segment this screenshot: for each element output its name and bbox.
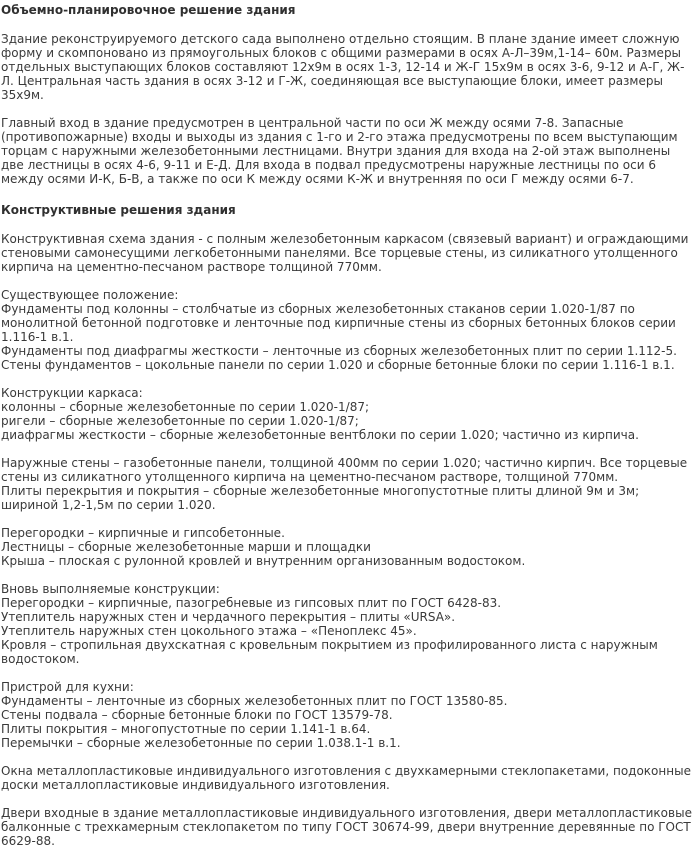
existing-conditions-title: Существующее положение: (1, 288, 179, 302)
walls-block (1, 456, 696, 512)
paragraph-windows: Окна металлопластиковые индивидуального изготовления с двухкамерными стеклопакетами, подоконные доски металлопластиковые индивидуального изготовления. (1, 764, 691, 792)
new-constructions-block (1, 582, 696, 666)
paragraph-doors: Двери входные в здание металлопластиковые индивидуального изготовления, двери металлопластиковые балконные с трехкамерным стеклопакетом по типу ГОСТ 30674-99, двери внутренние деревянные по ГОСТ 6629-88. (1, 806, 692, 848)
frame-structures-block (1, 386, 696, 442)
frame-line: колонны – сборные железобетонные по серии 1.020-1/87; (1, 400, 370, 414)
walls-line: Наружные стены – газобетонные панели, толщиной 400мм по серии 1.020; частично кирпич. Все торцевые стены из силикатного утолщенного кирпича на цементно-песчаном растворе, толщиной 770мм. (1, 456, 688, 484)
section-heading-planning: Объемно-планировочное решение здания (1, 3, 296, 17)
frame-line: диафрагмы жесткости – сборные железобетонные вентблоки по серии 1.020; частично из кирпича. (1, 428, 639, 442)
existing-line: Стены фундаментов – цокольные панели по серии 1.020 и сборные бетонные блоки по серии 1.116-1 в.1. (1, 358, 675, 372)
kitchen-annex-title: Пристрой для кухни: (1, 680, 134, 694)
slabs-line: Плиты перекрытия и покрытия – сборные железобетонные многопустотные плиты длиной 9м и 3м; шириной 1,2-1,5м по серии 1.020. (1, 484, 640, 512)
kitchen-annex-block (1, 680, 696, 750)
paragraph-structural-scheme: Конструктивная схема здания - с полным железобетонным каркасом (связевый вариант) и ограждающими стеновыми самонесущими легкобетонными панелями. Все торцевые стены, из силикатного утолщенного кирпича на цементно-песчаном растворе толщиной 770мм. (1, 232, 689, 274)
new-constructions-line: Кровля – стропильная двухскатная с кровельным покрытием из профилированного листа с наружным водостоком. (1, 638, 658, 666)
existing-line: Фундаменты под колонны – столбчатые из сборных железобетонных стаканов серии 1.020-1/87 по монолитной бетонной подготовке и ленточные под кирпичные стены из сборных бетонных блоков серии 1.116-1 в.1. (1, 302, 676, 344)
existing-conditions-block (1, 288, 696, 372)
kitchen-annex-line: Плиты покрытия – многопустотные по серии 1.141-1 в.64. (1, 722, 371, 736)
kitchen-annex-line: Фундаменты – ленточные из сборных железобетонных плит по ГОСТ 13580-85. (1, 694, 508, 708)
roof-line: Крыша – плоская с рулонной кровлей и внутренним организованным водостоком. (1, 554, 526, 568)
new-constructions-line: Утеплитель наружных стен цокольного этажа – «Пеноплекс 45». (1, 624, 417, 638)
new-constructions-title: Вновь выполняемые конструкции: (1, 582, 220, 596)
document-page (0, 3, 696, 848)
partitions-line: Перегородки – кирпичные и гипсобетонные. (1, 526, 285, 540)
partitions-block (1, 526, 696, 568)
new-constructions-line: Перегородки – кирпичные, пазогребневые из гипсовых плит по ГОСТ 6428-83. (1, 596, 502, 610)
frame-line: ригели – сборные железобетонные по серии 1.020-1/87; (1, 414, 359, 428)
kitchen-annex-line: Стены подвала – сборные бетонные блоки по ГОСТ 13579-78. (1, 708, 393, 722)
paragraph-building-layout: Здание реконструируемого детского сада выполнено отдельно стоящим. В плане здание имеет сложную форму и скомпоновано из прямоугольных блоков с общими размерами в осях А-Л–39м,1-14– 60м. Размеры отдельных выступающих блоков составляют 12х9м в осях 1-3, 12-14 и Ж-Г 15х9м в осях 3-6, 9-12 и А-Г, Ж-Л. Центральная часть здания в осях 3-12 и Г-Ж, соединяющая все выступающие блоки, имеет размеры 35х9м. (1, 32, 685, 102)
paragraph-entrances: Главный вход в здание предусмотрен в центральной части по оси Ж между осями 7-8. Запасные (противопожарные) входы и выходы из здания с 1-го и 2-го этажа предусмотрены по всем выступающим торцам с наружными железобетонными лестницами. Внутри здания для входа на 2-ой этаж выполнены две лестницы в осях 4-6, 9-11 и Е-Д. Для входа в подвал предусмотрены наружные лестницы по оси 6 между осями И-К, Б-В, а также по оси К между осями К-Ж и внутренняя по оси Г между осями 6-7. (1, 116, 678, 186)
frame-structures-title: Конструкции каркаса: (1, 386, 143, 400)
new-constructions-line: Утеплитель наружных стен и чердачного перекрытия – плиты «URSA». (1, 610, 456, 624)
stairs-line: Лестницы – сборные железобетонные марши и площадки (1, 540, 371, 554)
section-heading-structural: Конструктивные решения здания (1, 203, 236, 217)
existing-line: Фундаменты под диафрагмы жесткости – ленточные из сборных железобетонных плит по серии 1.112-5. (1, 344, 677, 358)
kitchen-annex-line: Перемычки – сборные железобетонные по серии 1.038.1-1 в.1. (1, 736, 401, 750)
